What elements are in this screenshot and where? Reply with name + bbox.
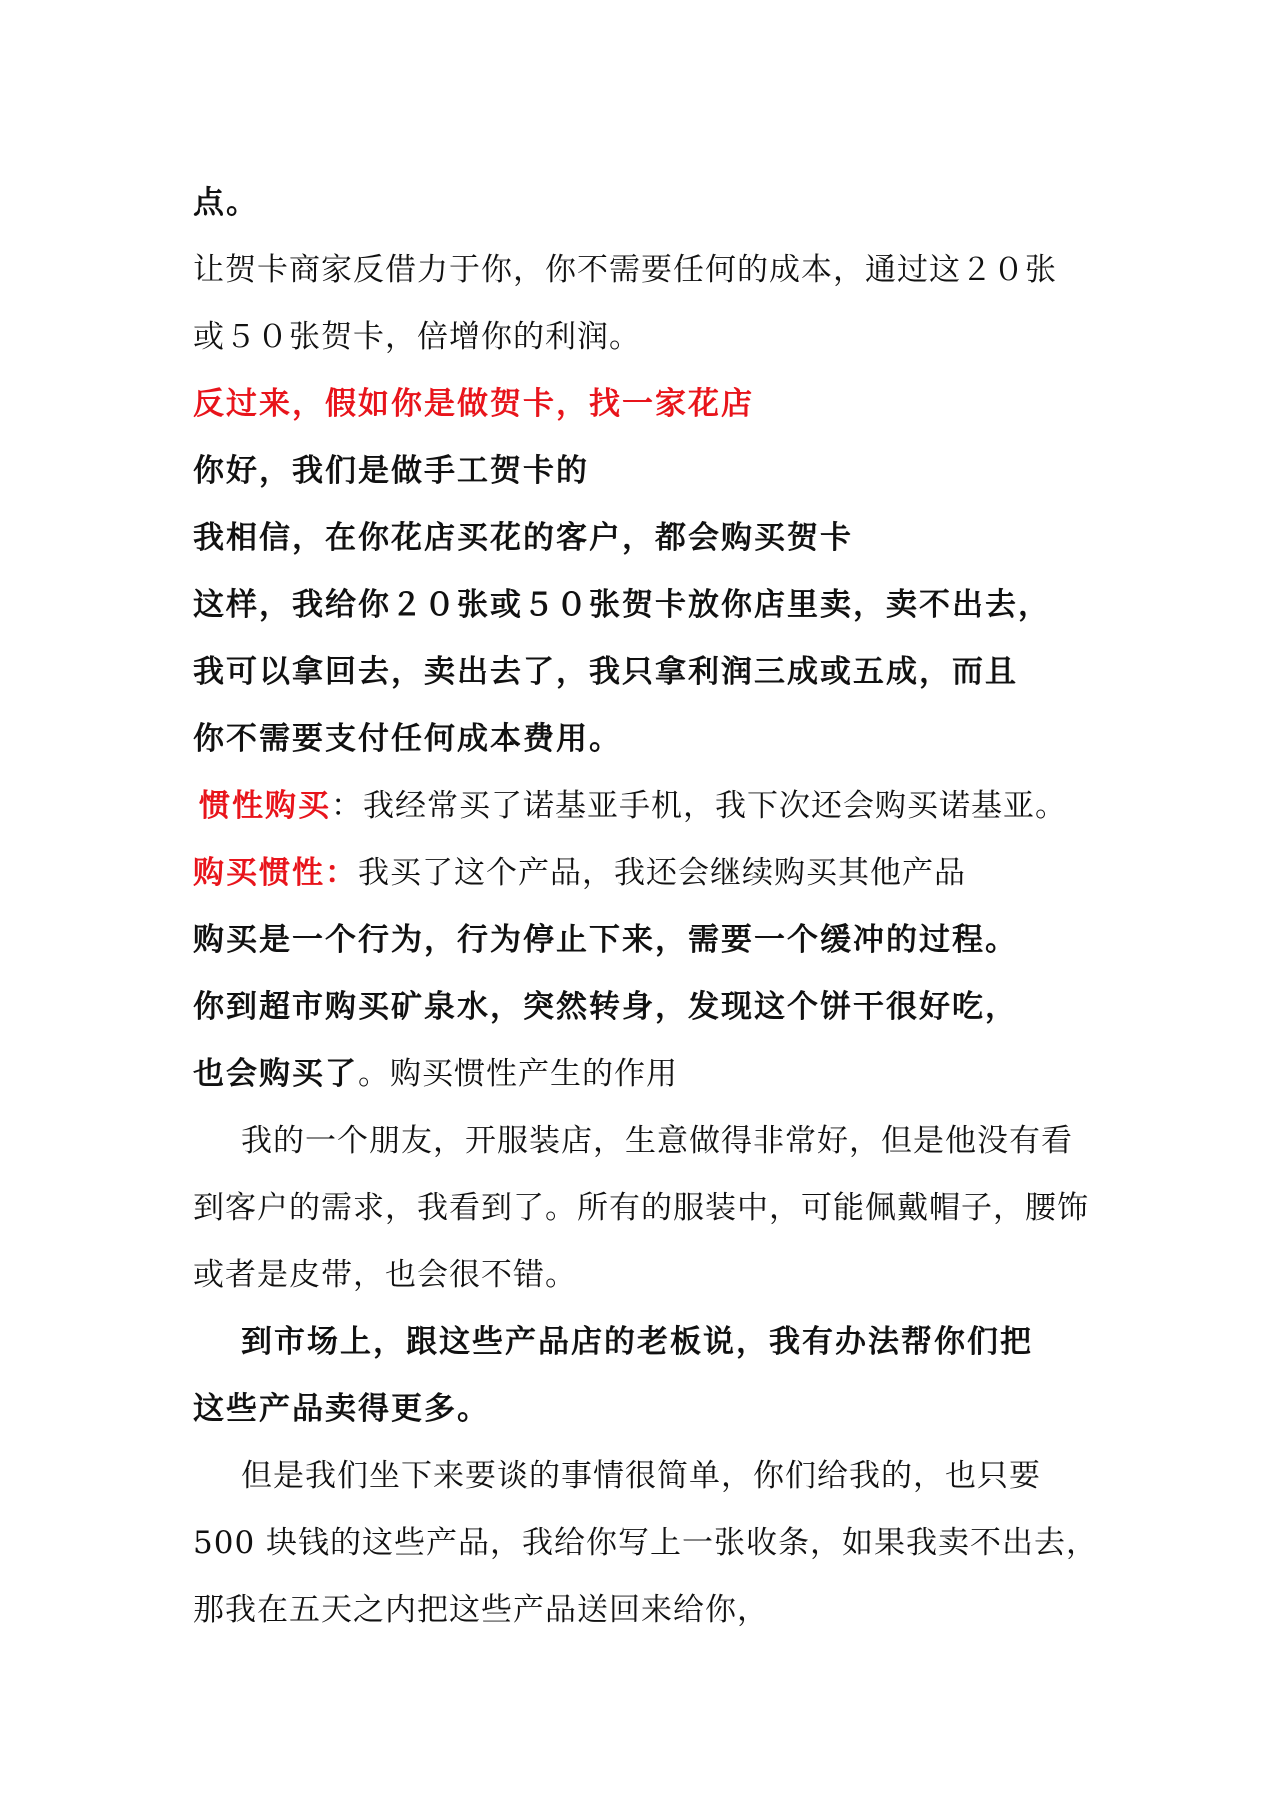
text-line-21: 500 块钱的这些产品，我给你写上一张收条，如果我卖不出去， <box>193 1525 1099 1561</box>
term-inertia-buying-text: ：我经常买了诺基亚手机，我下次还会购买诺基亚。 <box>331 788 1067 824</box>
text-line-6: 我相信，在你花店买花的客户，都会购买贺卡 <box>193 520 853 556</box>
text-line-14-normal: 。购买惯性产生的作用 <box>358 1056 678 1092</box>
text-line-11 <box>193 840 1093 907</box>
text-line-5: 你好，我们是做手工贺卡的 <box>193 453 589 489</box>
text-line-1: 点。 <box>193 185 259 221</box>
term-buying-inertia: 购买惯性： <box>193 855 358 891</box>
text-line-19: 这些产品卖得更多。 <box>193 1391 490 1427</box>
heading-reverse: 反过来，假如你是做贺卡，找一家花店 <box>193 386 754 422</box>
text-line-13: 你到超市购买矿泉水，突然转身，发现这个饼干很好吃， <box>193 989 1018 1025</box>
text-line-14 <box>193 1041 1093 1108</box>
text-line-2: 让贺卡商家反借力于你，你不需要任何的成本，通过这２０张 <box>193 252 1057 288</box>
text-line-12: 购买是一个行为，行为停止下来，需要一个缓冲的过程。 <box>193 922 1018 958</box>
text-line-8: 我可以拿回去，卖出去了，我只拿利润三成或五成，而且 <box>193 654 1018 690</box>
text-line-17: 或者是皮带，也会很不错。 <box>193 1257 577 1293</box>
term-buying-inertia-text: 我买了这个产品，我还会继续购买其他产品 <box>358 855 966 891</box>
text-line-15: 我的一个朋友，开服装店，生意做得非常好，但是他没有看 <box>241 1123 1073 1159</box>
term-inertia-buying: 惯性购买 <box>199 788 331 824</box>
text-line-3: 或５０张贺卡，倍增你的利润。 <box>193 319 641 355</box>
text-line-7: 这样，我给你２０张或５０张贺卡放你店里卖，卖不出去， <box>193 587 1051 623</box>
text-line-20: 但是我们坐下来要谈的事情很简单，你们给我的，也只要 <box>241 1458 1041 1494</box>
text-line-10 <box>193 773 1093 840</box>
text-line-18: 到市场上，跟这些产品店的老板说，我有办法帮你们把 <box>241 1324 1033 1360</box>
text-line-9: 你不需要支付任何成本费用。 <box>193 721 622 757</box>
document-page <box>193 170 1099 1644</box>
text-line-14-bold: 也会购买了 <box>193 1056 358 1092</box>
text-line-16: 到客户的需求，我看到了。所有的服装中，可能佩戴帽子，腰饰 <box>193 1190 1089 1226</box>
text-line-22: 那我在五天之内把这些产品送回来给你， <box>193 1592 769 1628</box>
